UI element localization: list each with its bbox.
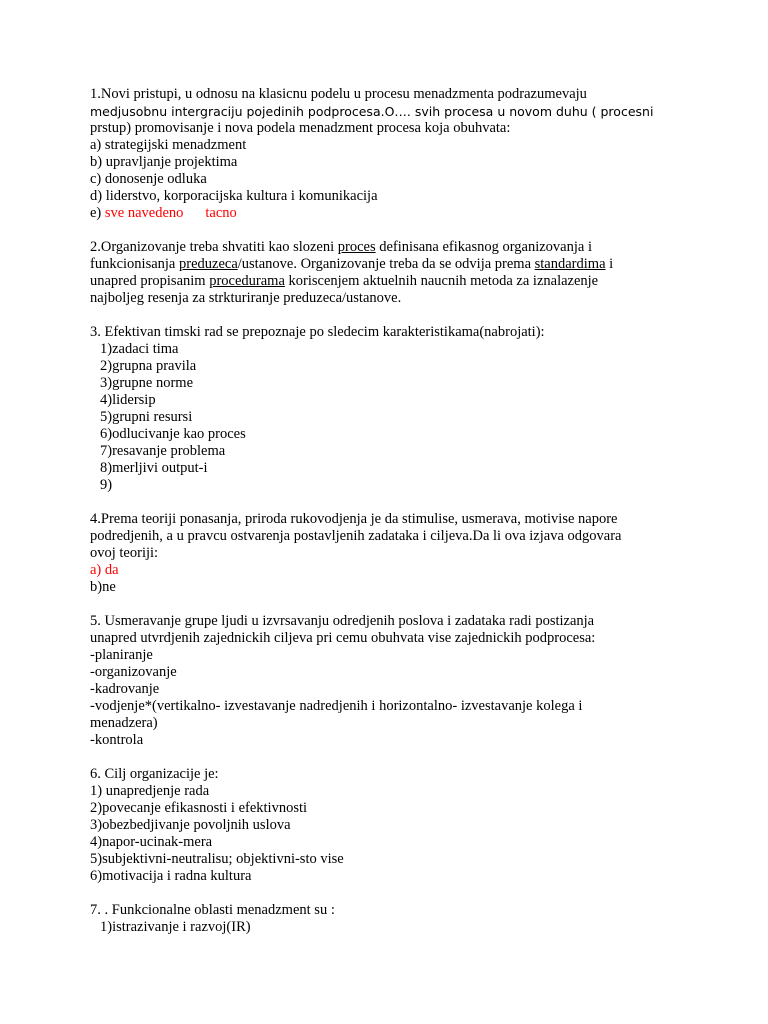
question-6 [90, 766, 690, 885]
q1-line-1: 1.Novi pristupi, u odnosu na klasicnu podelu u procesu menadzmenta podrazumevaju [90, 86, 587, 102]
q4-line-3: ovoj teoriji: [90, 545, 159, 561]
q1-option-e-text: sve navedeno [104, 205, 184, 221]
q6-item-2: 2)povecanje efikasnosti i efektivnosti [90, 800, 308, 816]
question-3 [90, 324, 690, 494]
q6-item-5: 5)subjektivni-neutralisu; objektivni-sto vise [90, 851, 344, 867]
q3-item-8: 8)merljivi output-i [100, 460, 208, 476]
q1-option-a: a) strategijski menadzment [90, 137, 247, 153]
q1-option-c: c) donosenje odluka [90, 171, 207, 187]
q2-underlined-procedurama: procedurama [209, 273, 285, 289]
q4-line-1: 4.Prema teoriji ponasanja, priroda rukovodjenja je da stimulise, usmerava, motivise napore [90, 511, 618, 527]
q2-text: /ustanove. Organizovanje treba da se odvija prema [237, 256, 535, 272]
q3-item-4: 4)lidersip [100, 392, 156, 408]
q2-text: definisana efikasnog organizovanja i [375, 239, 592, 255]
q3-item-6: 6)odlucivanje kao proces [100, 426, 246, 442]
q6-item-3: 3)obezbedjivanje povoljnih uslova [90, 817, 291, 833]
q6-item-6: 6)motivacija i radna kultura [90, 868, 252, 884]
q5-item-kontrola: -kontrola [90, 732, 144, 748]
q3-item-1: 1)zadaci tima [100, 341, 179, 357]
q5-item-vodjenje: -vodjenje*(vertikalno- izvestavanje nadredjenih i horizontalno- izvestavanje kolega i [90, 698, 583, 714]
q3-item-9: 9) [100, 477, 113, 493]
q2-text: koriscenjem aktuelnih naucnih metoda za iznalazenje [284, 273, 599, 289]
q6-item-1: 1) unapredjenje rada [90, 783, 210, 799]
q2-text: 2.Organizovanje treba shvatiti kao slozeni [90, 239, 338, 255]
q1-line-2 [90, 103, 690, 120]
q5-line-2: unapred utvrdjenih zajednickih ciljeva pri cemu obuhvata vise zajednickih podprocesa: [90, 630, 596, 646]
question-5 [90, 613, 690, 749]
q1-option-e-prefix: e) [90, 205, 105, 221]
q1-line-2a: medjusobnu intergraciju pojedinih podprocesa. [90, 104, 385, 119]
q3-item-3: 3)grupne norme [100, 375, 194, 391]
q5-item-organizovanje: -organizovanje [90, 664, 177, 680]
q2-text: unapred propisanim [90, 273, 210, 289]
q1-line-2b: O…. svih procesa u novom duhu ( procesni [384, 104, 654, 119]
q3-item-5: 5)grupni resursi [100, 409, 193, 425]
q1-option-b: b) upravljanje projektima [90, 154, 238, 170]
q2-underlined-standardima: standardima [534, 256, 606, 272]
q1-line-3: prstup) promovisanje i nova podela menadzment procesa koja obuhvata: [90, 120, 511, 136]
q4-answer-b: b)ne [90, 579, 116, 595]
q5-item-vodjenje-cont: menadzera) [90, 715, 158, 731]
q6-title: 6. Cilj organizacije je: [90, 766, 219, 782]
q2-line-2 [90, 256, 690, 273]
question-2 [90, 239, 690, 307]
q1-option-e [90, 205, 690, 222]
q7-item-1: 1)istrazivanje i razvoj(IR) [100, 919, 251, 935]
q3-item-7: 7)resavanje problema [100, 443, 226, 459]
q2-underlined-proces: proces [337, 239, 376, 255]
document-page [90, 86, 690, 936]
q2-line-4: najboljeg resenja za strkturiranje preduzeca/ustanove. [90, 290, 402, 306]
q7-title: 7. . Funkcionalne oblasti menadzment su : [90, 902, 335, 918]
question-4 [90, 511, 690, 596]
q3-title: 3. Efektivan timski rad se prepoznaje po sledecim karakteristikama(nabrojati): [90, 324, 545, 340]
q4-line-2: podredjenih, a u pravcu ostvarenja postavljenih zadataka i ciljeva.Da li ova izjava odgovara [90, 528, 622, 544]
q5-item-planiranje: -planiranje [90, 647, 153, 663]
q2-text: funkcionisanja [90, 256, 179, 272]
q4-answer-a: a) da [90, 562, 119, 578]
q2-underlined-preduzeca: preduzeca [179, 256, 238, 272]
q2-line-3 [90, 273, 690, 290]
q1-option-d: d) liderstvo, korporacijska kultura i komunikacija [90, 188, 378, 204]
q5-line-1: 5. Usmeravanje grupe ljudi u izvrsavanju odredjenih poslova i zadataka radi postizanja [90, 613, 595, 629]
q2-line-1 [90, 239, 690, 256]
q3-item-2: 2)grupna pravila [100, 358, 197, 374]
q1-correct-mark: tacno [205, 205, 237, 221]
question-1 [90, 86, 690, 222]
question-7 [90, 902, 690, 936]
q6-item-4: 4)napor-ucinak-mera [90, 834, 213, 850]
q5-item-kadrovanje: -kadrovanje [90, 681, 160, 697]
q2-text: i [605, 256, 614, 272]
